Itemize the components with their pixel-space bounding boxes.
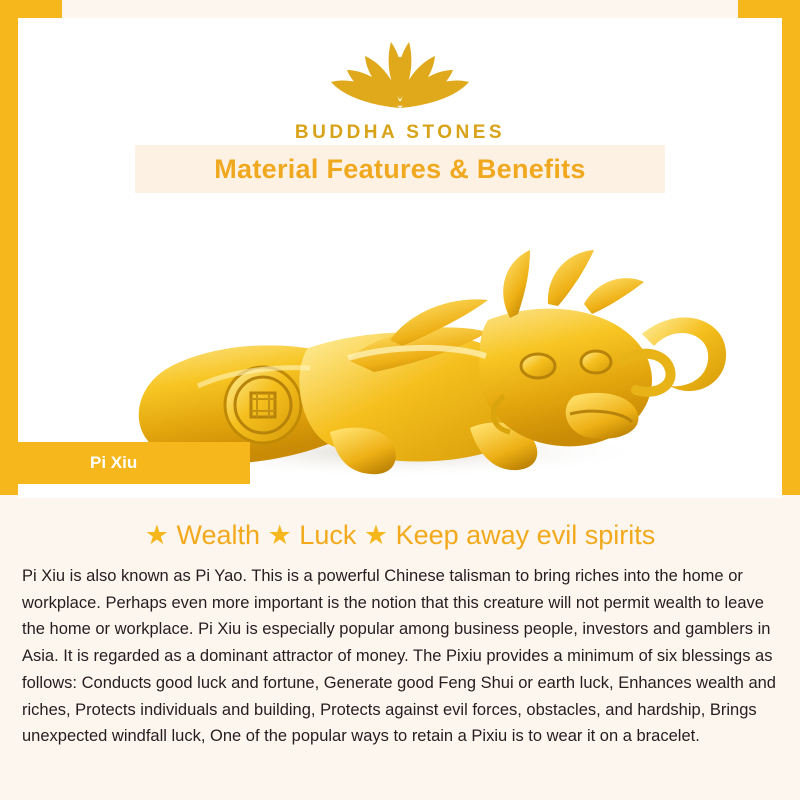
description-section	[0, 500, 800, 800]
section-title-band	[135, 145, 665, 193]
brand-header	[0, 20, 800, 144]
brand-name: BUDDHA STONES	[294, 122, 506, 143]
star-icon: ★	[144, 520, 169, 550]
star-icon: ★	[363, 520, 389, 550]
description-text: Pi Xiu is also known as Pi Yao. This is a powerful Chinese talisman to bring riches into the home or workplace. Perhaps even more important is the notion that this creature will not permit wealth to leave the home or workplace. Pi Xiu is especially popular among business people, investors and gamblers in Asia. It is regarded as a dominant attractor of money. The Pixiu provides a minimum of six blessings as follows: Conducts good luck and fortune, Generate good Feng Shui or earth luck, Enhances wealth and riches, Protects individuals and building, Protects against evil forces, obstacles, and hardship, Brings unexpected windfall luck, One of the popular ways to retain a Pixiu is to wear it on a bracelet.	[22, 567, 776, 746]
page-title: Material Features & Benefits	[214, 153, 586, 184]
product-caption: Pi Xiu	[90, 453, 138, 472]
benefit-item-1: Wealth	[176, 520, 261, 550]
benefit-item-3: Keep away evil spirits	[395, 520, 656, 550]
benefits-headline	[22, 520, 778, 551]
product-caption-tab	[18, 442, 250, 484]
star-icon: ★	[267, 520, 292, 550]
lotus-meditation-icon	[0, 20, 800, 116]
benefit-item-2: Luck	[299, 520, 357, 550]
